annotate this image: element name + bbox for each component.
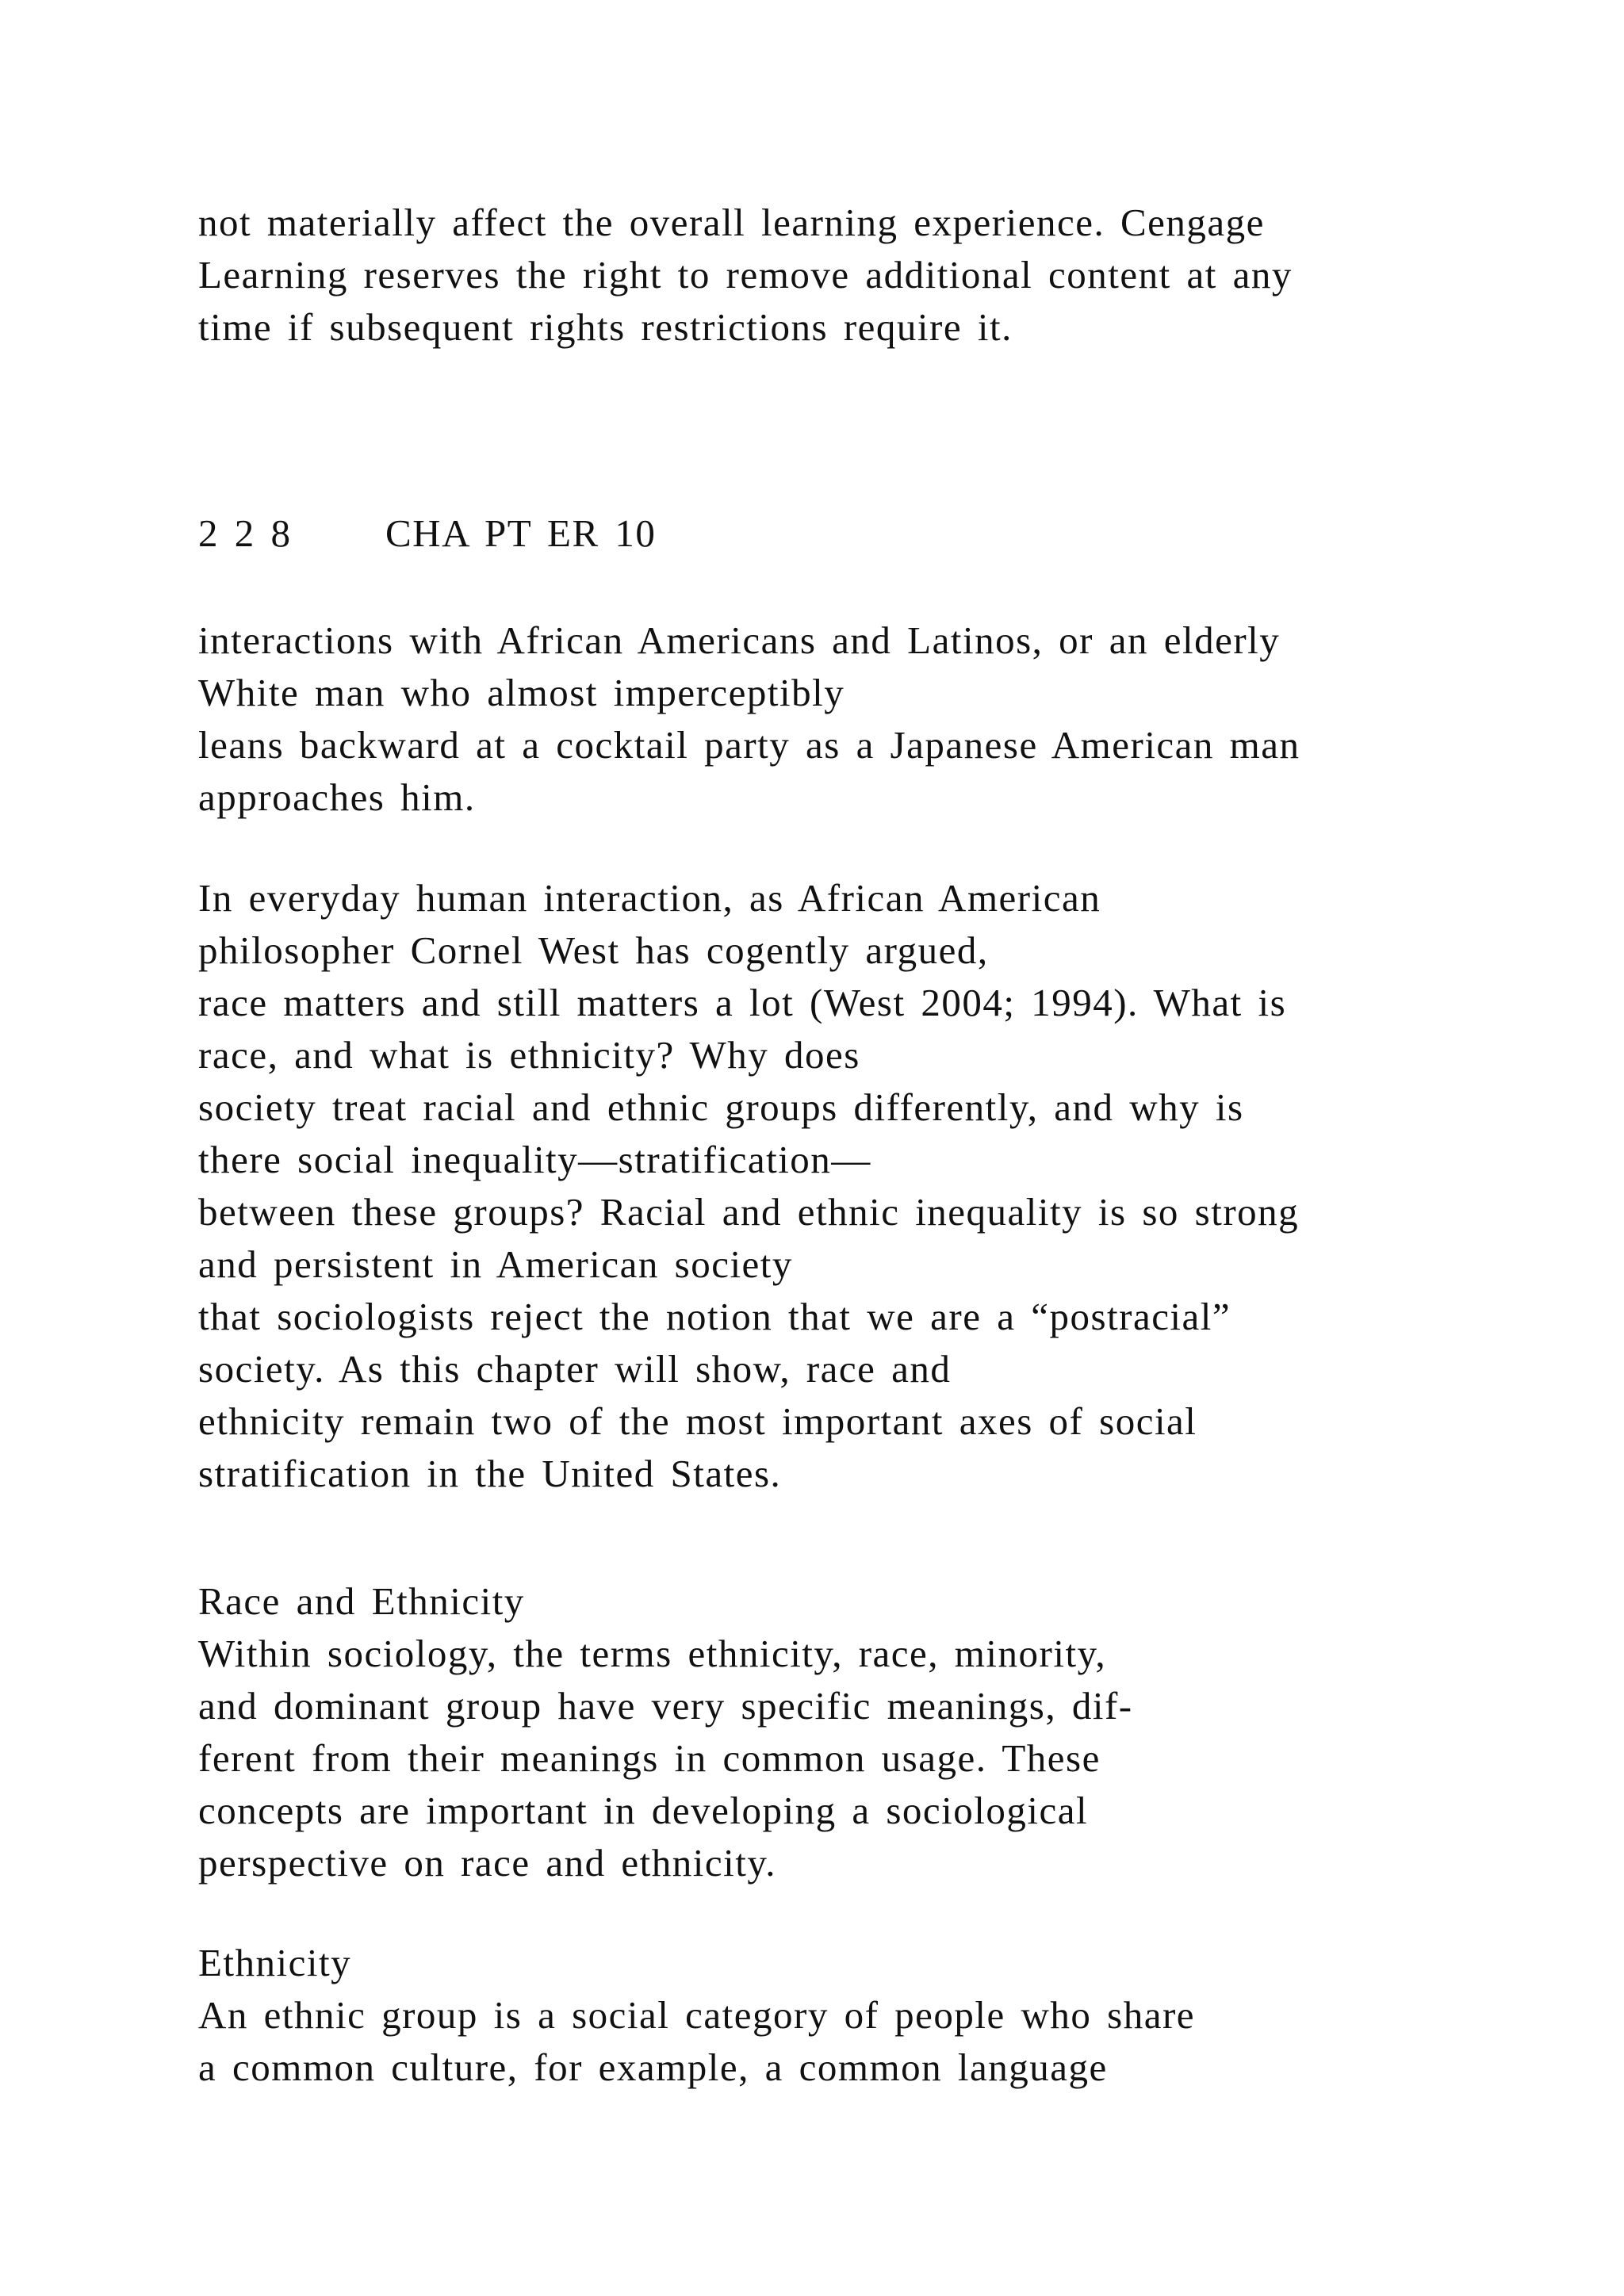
text-line: race, and what is ethnicity? Why does <box>198 1033 860 1077</box>
text-line: society. As this chapter will show, race and <box>198 1347 952 1391</box>
text-line: ferent from their meanings in common usage. These <box>198 1736 1101 1780</box>
text-line: White man who almost imperceptibly <box>198 671 845 714</box>
top-paragraph <box>198 197 1435 354</box>
running-header <box>198 507 1435 560</box>
section-heading: Race and Ethnicity <box>198 1579 525 1623</box>
text-line: interactions with African Americans and Latinos, or an elderly <box>198 618 1281 662</box>
section-heading: Ethnicity <box>198 1941 352 1984</box>
text-line: concepts are important in developing a sociological <box>198 1789 1089 1832</box>
text-line: not materially affect the overall learning experience. Cengage <box>198 201 1265 244</box>
text-line: there social inequality—stratification— <box>198 1138 871 1181</box>
text-line: and persistent in American society <box>198 1242 793 1286</box>
text-line: Within sociology, the terms ethnicity, race, minority, <box>198 1632 1107 1675</box>
text-line: between these groups? Racial and ethnic inequality is so strong <box>198 1190 1300 1234</box>
text-line: a common culture, for example, a common language <box>198 2045 1108 2089</box>
text-line: philosopher Cornel West has cogently argued, <box>198 928 989 972</box>
text-line: society treat racial and ethnic groups differently, and why is <box>198 1085 1244 1129</box>
text-line: and dominant group have very specific meanings, dif- <box>198 1684 1133 1728</box>
text-line: In everyday human interaction, as African American <box>198 876 1101 920</box>
page-number-chapter: 2 2 8 CHA PT ER 10 <box>198 511 657 555</box>
text-line: that sociologists reject the notion that we are a “postracial” <box>198 1295 1231 1338</box>
text-line: An ethnic group is a social category of people who share <box>198 1993 1196 2037</box>
paragraph-2 <box>198 872 1435 1500</box>
text-line: approaches him. <box>198 775 476 819</box>
section-ethnicity <box>198 1937 1435 2094</box>
text-line: ethnicity remain two of the most important axes of social <box>198 1399 1197 1443</box>
text-line: race matters and still matters a lot (West 2004; 1994). What is <box>198 981 1287 1024</box>
section-race-and-ethnicity <box>198 1575 1435 1889</box>
paragraph-1 <box>198 614 1435 824</box>
text-line: perspective on race and ethnicity. <box>198 1841 776 1885</box>
text-line: time if subsequent rights restrictions require it. <box>198 305 1013 349</box>
text-line: leans backward at a cocktail party as a Japanese American man <box>198 723 1300 767</box>
text-line: Learning reserves the right to remove additional content at any <box>198 253 1293 297</box>
text-line: stratification in the United States. <box>198 1452 782 1495</box>
